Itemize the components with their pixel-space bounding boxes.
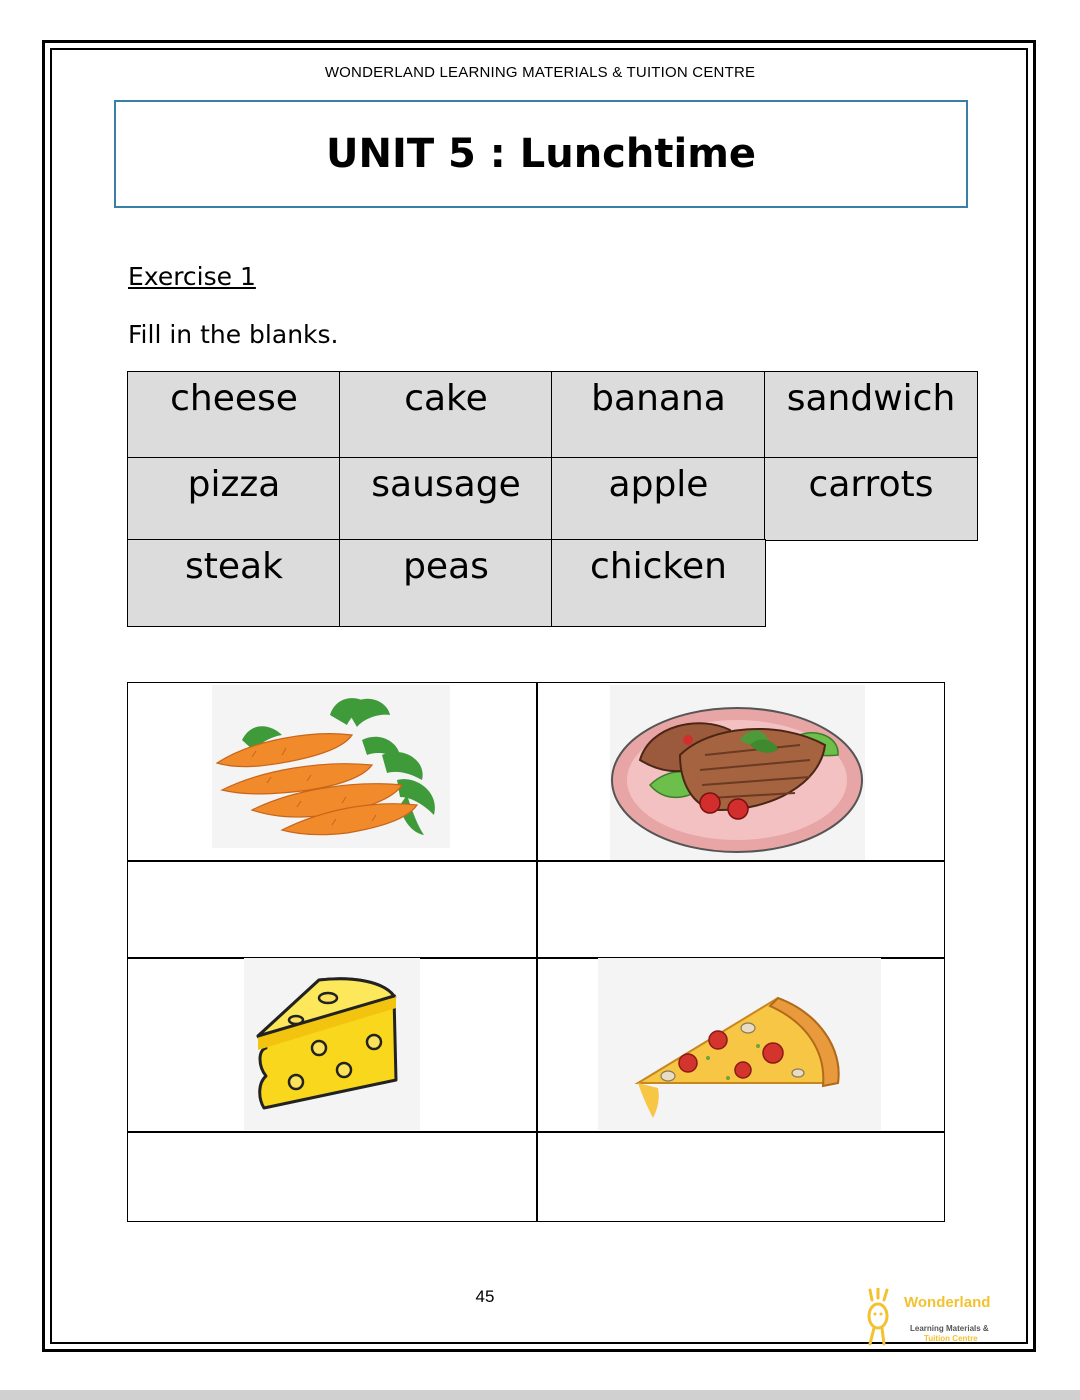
steak-image: [610, 685, 865, 860]
cheese-image: [244, 958, 420, 1130]
word-label: carrots: [808, 464, 934, 505]
instruction-text: Fill in the blanks.: [128, 320, 339, 349]
word-label: banana: [591, 378, 726, 419]
bottom-bar: [0, 1390, 1080, 1400]
word-label: apple: [608, 464, 709, 505]
word-label: steak: [185, 546, 283, 587]
answer-blank[interactable]: [128, 862, 536, 957]
word-label: chicken: [590, 546, 727, 587]
logo-name: Wonderland: [904, 1294, 991, 1311]
carrots-image: [212, 685, 450, 848]
word-cell: [551, 457, 766, 541]
word-cell: [764, 371, 978, 459]
word-label: sandwich: [786, 378, 956, 419]
word-cell: [551, 371, 766, 459]
word-cell: [127, 457, 341, 541]
word-cell: [764, 457, 978, 541]
word-cell: [127, 539, 341, 627]
answer-blank[interactable]: [538, 862, 944, 957]
word-cell: [339, 371, 553, 459]
word-cell: [127, 371, 341, 459]
wonderland-logo: [862, 1288, 1012, 1346]
word-label: sausage: [371, 464, 521, 505]
logo-tagline-2: Tuition Centre: [924, 1334, 978, 1343]
word-cell: [339, 539, 553, 627]
word-label: cheese: [170, 378, 298, 419]
unit-title: UNIT 5 : Lunchtime: [326, 131, 756, 177]
pizza-image: [598, 958, 881, 1130]
word-label: peas: [403, 546, 489, 587]
logo-tagline-1: Learning Materials &: [910, 1324, 989, 1333]
title-box: [114, 100, 968, 208]
mascot-icon: [862, 1288, 902, 1346]
answer-blank[interactable]: [128, 1133, 536, 1221]
organization-header: WONDERLAND LEARNING MATERIALS & TUITION CENTRE: [324, 64, 756, 81]
exercise-title: Exercise 1: [128, 262, 256, 291]
word-cell: [339, 457, 553, 541]
word-label: pizza: [187, 464, 281, 505]
page-number: 45: [475, 1287, 495, 1306]
word-label: cake: [404, 378, 488, 419]
word-cell: [551, 539, 766, 627]
answer-blank[interactable]: [538, 1133, 944, 1221]
